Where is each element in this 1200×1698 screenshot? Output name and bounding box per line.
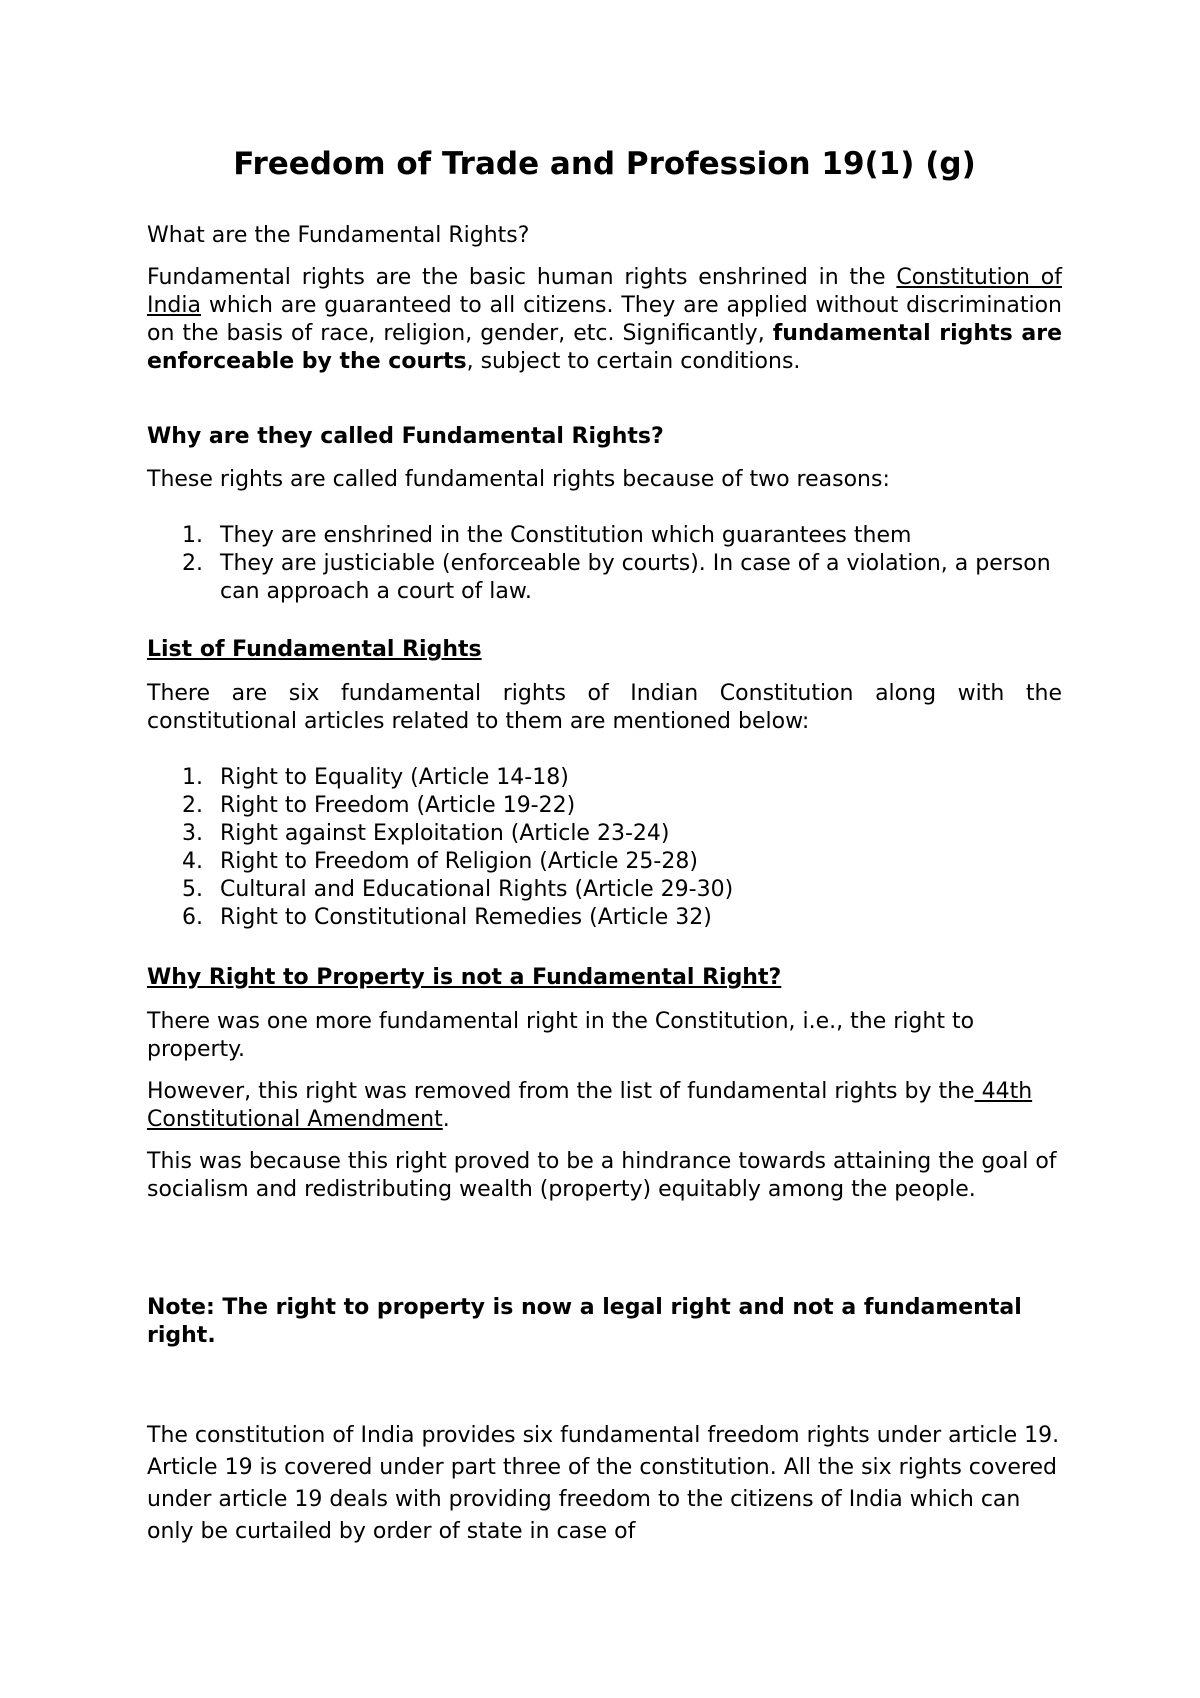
list-item-text: Right to Freedom of Religion (Article 25-28) xyxy=(220,849,698,874)
paragraph-text: which are guaranteed to all citizens. They are applied without discrimination on the basis of race, religion, gender, etc. Significantly, xyxy=(147,293,1062,346)
list-item-text: Right to Constitutional Remedies (Article 32) xyxy=(220,905,712,930)
paragraph-text: , subject to certain conditions. xyxy=(466,349,801,374)
heading-list-of-rights: List of Fundamental Rights xyxy=(147,637,482,662)
document-page xyxy=(147,0,1062,1698)
list-number: 1. xyxy=(182,765,203,790)
list-item xyxy=(147,876,1062,904)
list-item xyxy=(147,904,1062,932)
paragraph-text: . xyxy=(442,1107,450,1132)
list-item-text: They are enshrined in the Constitution which guarantees them xyxy=(220,523,912,548)
paragraph-fundamental-rights-definition xyxy=(147,264,1062,376)
rights-list xyxy=(147,764,1062,932)
document-title: Freedom of Trade and Profession 19(1) (g) xyxy=(233,146,976,182)
list-item xyxy=(147,792,1062,820)
44th-amendment-link[interactable]: 44th Constitutional Amendment xyxy=(147,1079,1033,1132)
list-number: 5. xyxy=(182,877,203,902)
paragraph-property-removed xyxy=(147,1078,1062,1134)
paragraph-text: Fundamental rights are the basic human rights enshrined in the xyxy=(147,265,897,290)
paragraph-six-rights-intro: There are six fundamental rights of Indian Constitution along with the constitutional articles related to them are mentioned below: xyxy=(147,681,1062,734)
paragraph-article-19: The constitution of India provides six fundamental freedom rights under article 19. Article 19 is covered under part three of the constitution. All the six rights covered under article 19 deals with providing freedom to the citizens of India which can only be curtailed by order of state in case of xyxy=(147,1423,1060,1544)
list-item-text: Cultural and Educational Rights (Article 29-30) xyxy=(220,877,734,902)
constitution-of-india-link[interactable]: Constitution of India xyxy=(147,265,1063,318)
paragraph-text: However, this right was removed from the list of fundamental rights by the xyxy=(147,1079,975,1104)
bold-statement: fundamental rights are enforceable by the courts xyxy=(147,321,1063,374)
note-legal-right: Note: The right to property is now a legal right and not a fundamental right. xyxy=(147,1295,1022,1348)
list-number: 3. xyxy=(182,821,203,846)
list-item xyxy=(147,764,1062,792)
list-item xyxy=(147,550,1062,606)
list-number: 2. xyxy=(182,793,203,818)
paragraph-property-right: There was one more fundamental right in the Constitution, i.e., the right to property. xyxy=(147,1009,975,1062)
reasons-list xyxy=(147,522,1062,606)
list-item-text: Right to Equality (Article 14-18) xyxy=(220,765,569,790)
list-number: 6. xyxy=(182,905,203,930)
heading-why-fundamental: Why are they called Fundamental Rights? xyxy=(147,424,664,449)
paragraph-two-reasons: These rights are called fundamental rights because of two reasons: xyxy=(147,467,890,492)
list-item-text: Right against Exploitation (Article 23-24) xyxy=(220,821,670,846)
list-number: 4. xyxy=(182,849,203,874)
list-item xyxy=(147,848,1062,876)
paragraph-property-hindrance: This was because this right proved to be a hindrance towards attaining the goal of socialism and redistributing wealth (property) equitably among the people. xyxy=(147,1149,1057,1202)
list-item xyxy=(147,522,1062,550)
list-number: 1. xyxy=(182,523,203,548)
heading-right-to-property: Why Right to Property is not a Fundamental Right? xyxy=(147,965,782,990)
list-item-text: They are justiciable (enforceable by courts). In case of a violation, a person can approach a court of law. xyxy=(220,551,1051,604)
list-item-text: Right to Freedom (Article 19-22) xyxy=(220,793,576,818)
list-number: 2. xyxy=(182,551,203,576)
list-item xyxy=(147,820,1062,848)
question-fundamental-rights: What are the Fundamental Rights? xyxy=(147,223,530,248)
